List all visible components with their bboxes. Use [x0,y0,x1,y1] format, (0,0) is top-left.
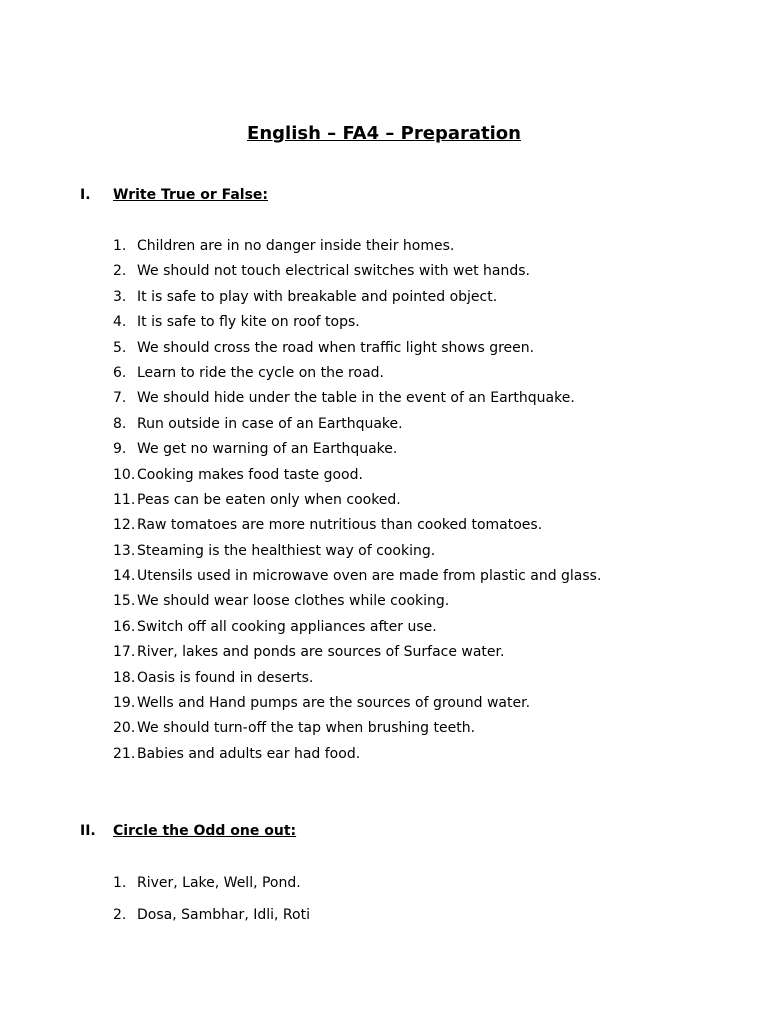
list-item [113,666,601,691]
item-text: River, lakes and ponds are sources of Surface water. [137,644,505,661]
list-item [113,867,310,899]
list-item [113,285,601,310]
item-number: 4. [113,314,127,331]
list-item [113,691,601,716]
list-item [113,539,601,564]
list-item [113,899,310,931]
item-number: 9. [113,441,127,458]
item-text: Utensils used in microwave oven are made from plastic and glass. [137,568,602,585]
list-item [113,589,601,614]
item-number: 13. [113,542,136,559]
item-text: It is safe to play with breakable and pointed object. [137,288,498,305]
list-item [113,488,601,513]
item-text: Switch off all cooking appliances after use. [137,618,437,635]
section-label: Circle the Odd one out: [113,823,297,839]
list-item [113,234,601,259]
true-false-list [113,234,601,767]
odd-one-out-list [113,867,310,931]
item-number: 18. [113,669,136,686]
item-number: 11. [113,491,136,508]
item-number: 2. [113,263,127,280]
item-text: Children are in no danger inside their homes. [137,238,455,254]
item-text: We should hide under the table in the event of an Earthquake. [137,390,575,407]
list-item [113,310,601,335]
item-text: Raw tomatoes are more nutritious than cooked tomatoes. [137,517,543,534]
item-number: 2. [113,907,127,923]
item-number: 1. [113,238,127,254]
section-number: I. [80,187,91,203]
section-1-heading [80,187,268,203]
item-text: Oasis is found in deserts. [137,669,314,686]
list-item [113,412,601,437]
document-title: English – FA4 – Preparation [247,123,521,144]
list-item [113,742,601,767]
list-item [113,437,601,462]
item-text: River, Lake, Well, Pond. [137,875,301,891]
item-number: 21. [113,745,136,762]
item-number: 16. [113,618,136,635]
item-number: 8. [113,415,127,432]
list-item [113,640,601,665]
item-text: We should turn-off the tap when brushing teeth. [137,720,476,737]
list-item [113,386,601,411]
list-item [113,716,601,741]
list-item [113,336,601,361]
list-item [113,361,601,386]
item-text: We get no warning of an Earthquake. [137,441,398,458]
item-number: 5. [113,339,127,356]
item-text: Run outside in case of an Earthquake. [137,415,403,432]
item-text: We should wear loose clothes while cooking. [137,593,450,610]
item-text: It is safe to fly kite on roof tops. [137,314,360,331]
item-text: Steaming is the healthiest way of cooking. [137,542,436,559]
item-number: 6. [113,364,127,381]
item-number: 7. [113,390,127,407]
item-text: We should cross the road when traffic light shows green. [137,339,535,356]
item-text: Wells and Hand pumps are the sources of ground water. [137,695,531,712]
item-text: Cooking makes food taste good. [137,466,363,483]
list-item [113,463,601,488]
item-text: We should not touch electrical switches with wet hands. [137,263,530,280]
item-text: Peas can be eaten only when cooked. [137,491,401,508]
item-text: Learn to ride the cycle on the road. [137,364,384,381]
item-number: 10. [113,466,136,483]
list-item [113,615,601,640]
item-number: 1. [113,875,127,891]
item-number: 12. [113,517,136,534]
list-item [113,564,601,589]
item-number: 15. [113,593,136,610]
item-text: Dosa, Sambhar, Idli, Roti [137,907,310,923]
list-item [113,513,601,538]
item-text: Babies and adults ear had food. [137,745,361,762]
item-number: 3. [113,288,127,305]
list-item [113,259,601,284]
section-number: II. [80,823,96,839]
section-label: Write True or False: [113,187,269,203]
item-number: 14. [113,568,136,585]
item-number: 20. [113,720,136,737]
item-number: 17. [113,644,136,661]
section-2-heading [80,823,296,839]
item-number: 19. [113,695,136,712]
